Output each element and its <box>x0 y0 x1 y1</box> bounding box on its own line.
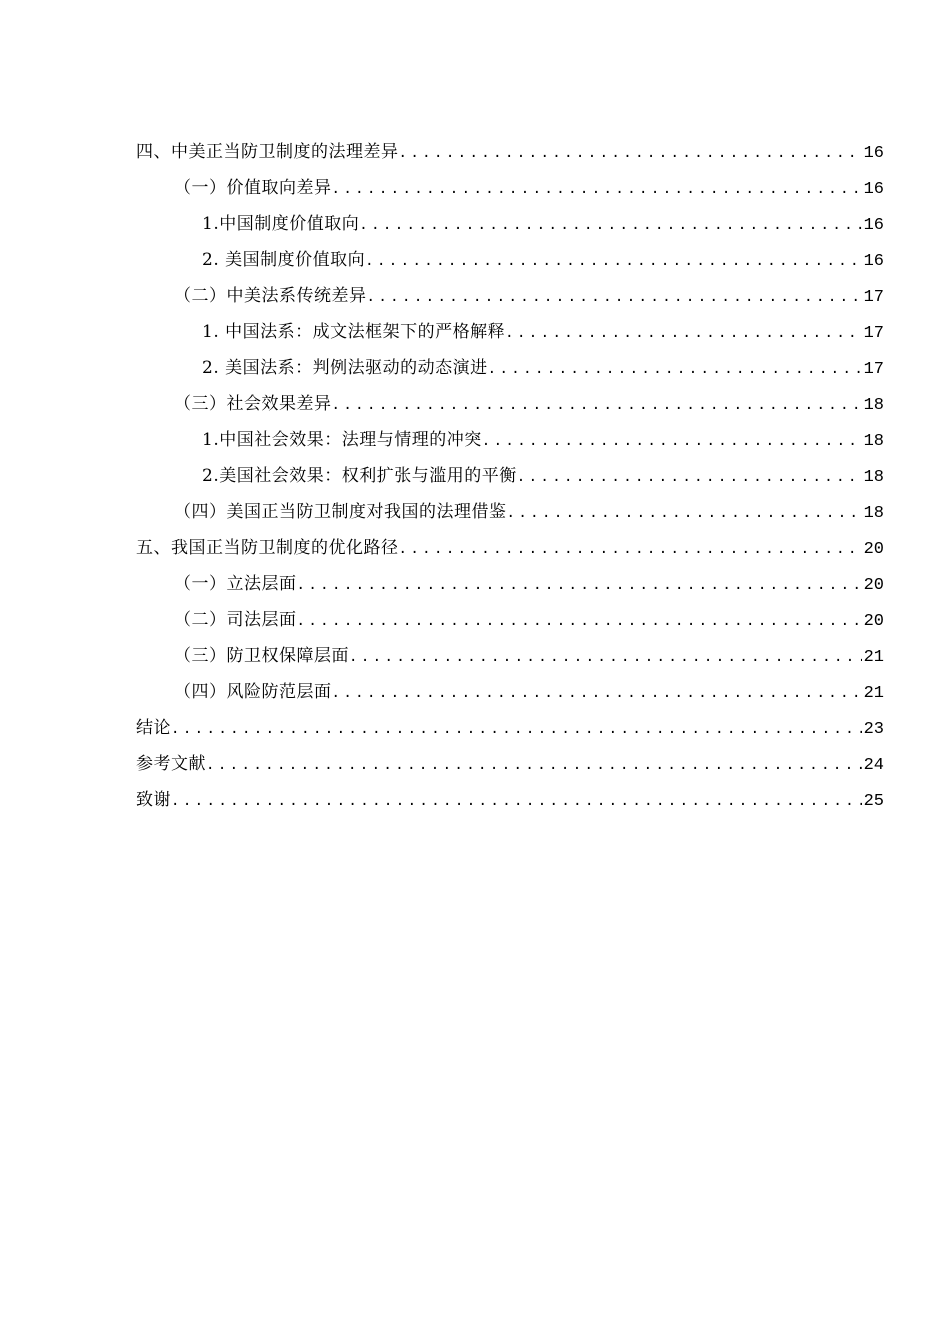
toc-entry-4-2[interactable] <box>136 278 884 314</box>
toc-dot-leader <box>332 675 862 710</box>
toc-entry-title: 参考文献 <box>136 754 206 774</box>
toc-entry-4-3-2[interactable] <box>136 458 884 494</box>
toc-entry-title: 2. 美国制度价值取向 <box>202 250 366 270</box>
toc-dot-leader <box>206 747 862 782</box>
toc-entry-title: （三）社会效果差异 <box>174 394 332 414</box>
toc-dot-leader <box>171 711 862 746</box>
toc-entry-title: 1.中国制度价值取向 <box>202 214 360 234</box>
toc-dot-leader <box>367 279 862 314</box>
toc-page-number: 20 <box>863 576 884 595</box>
toc-dot-leader <box>171 783 862 818</box>
toc-dot-leader <box>507 495 862 530</box>
toc-entry-4-1[interactable] <box>136 170 884 206</box>
toc-page-number: 17 <box>863 360 884 379</box>
toc-entry-title: 四、中美正当防卫制度的法理差异 <box>136 142 399 162</box>
toc-entry-4-3[interactable] <box>136 386 884 422</box>
toc-dot-leader <box>399 135 862 170</box>
toc-dot-leader <box>332 387 862 422</box>
toc-entry-4-2-1[interactable] <box>136 314 884 350</box>
toc-page-number: 16 <box>863 144 884 163</box>
toc-entry-title: （一）价值取向差异 <box>174 178 332 198</box>
toc-entry-5-2[interactable] <box>136 602 884 638</box>
toc-entry-4-1-1[interactable] <box>136 206 884 242</box>
toc-entry-5-3[interactable] <box>136 638 884 674</box>
toc-page-number: 18 <box>863 396 884 415</box>
toc-page-number: 17 <box>863 288 884 307</box>
toc-entry-title: 五、我国正当防卫制度的优化路径 <box>136 538 399 558</box>
table-of-contents <box>136 134 884 818</box>
toc-entry-4-1-2[interactable] <box>136 242 884 278</box>
toc-page-number: 16 <box>863 216 884 235</box>
toc-entry-4-3-1[interactable] <box>136 422 884 458</box>
toc-page-number: 20 <box>863 540 884 559</box>
toc-entry-title: 2. 美国法系：判例法驱动的动态演进 <box>202 358 488 378</box>
toc-entry-title: （二）司法层面 <box>174 610 297 630</box>
toc-entry-acknowledgements[interactable] <box>136 782 884 818</box>
toc-dot-leader <box>297 567 862 602</box>
toc-page-number: 23 <box>863 720 884 739</box>
toc-dot-leader <box>349 639 862 674</box>
toc-entry-title: （二）中美法系传统差异 <box>174 286 367 306</box>
toc-entry-4-2-2[interactable] <box>136 350 884 386</box>
toc-entry-title: 结论 <box>136 718 171 738</box>
toc-page-number: 18 <box>863 468 884 487</box>
toc-entry-title: 1.中国社会效果：法理与情理的冲突 <box>202 430 482 450</box>
toc-dot-leader <box>297 603 862 638</box>
toc-dot-leader <box>488 351 862 386</box>
toc-entry-title: 1. 中国法系：成文法框架下的严格解释 <box>202 322 506 342</box>
toc-entry-title: （三）防卫权保障层面 <box>174 646 349 666</box>
toc-entry-4-4[interactable] <box>136 494 884 530</box>
toc-page-number: 24 <box>863 756 884 775</box>
toc-dot-leader <box>359 207 861 242</box>
toc-entry-section-5[interactable] <box>136 530 884 566</box>
toc-entry-title: （四）风险防范层面 <box>174 682 332 702</box>
toc-dot-leader <box>332 171 862 206</box>
toc-page-number: 21 <box>863 648 884 667</box>
toc-entry-title: 致谢 <box>136 790 171 810</box>
toc-dot-leader <box>505 315 861 350</box>
toc-page-number: 25 <box>863 792 884 811</box>
toc-dot-leader <box>399 531 862 566</box>
toc-page-number: 18 <box>863 504 884 523</box>
toc-dot-leader <box>482 423 862 458</box>
toc-page-number: 16 <box>863 252 884 271</box>
toc-entry-title: （四）美国正当防卫制度对我国的法理借鉴 <box>174 502 507 522</box>
toc-entry-conclusion[interactable] <box>136 710 884 746</box>
toc-dot-leader <box>517 459 862 494</box>
toc-entry-title: 2.美国社会效果：权利扩张与滥用的平衡 <box>202 466 517 486</box>
toc-entry-references[interactable] <box>136 746 884 782</box>
toc-page-number: 20 <box>863 612 884 631</box>
toc-page-number: 21 <box>863 684 884 703</box>
toc-entry-5-4[interactable] <box>136 674 884 710</box>
toc-page-number: 18 <box>863 432 884 451</box>
toc-entry-5-1[interactable] <box>136 566 884 602</box>
toc-page-number: 16 <box>863 180 884 199</box>
toc-page-number: 17 <box>863 324 884 343</box>
toc-entry-title: （一）立法层面 <box>174 574 297 594</box>
toc-dot-leader <box>365 243 861 278</box>
toc-entry-section-4[interactable] <box>136 134 884 170</box>
